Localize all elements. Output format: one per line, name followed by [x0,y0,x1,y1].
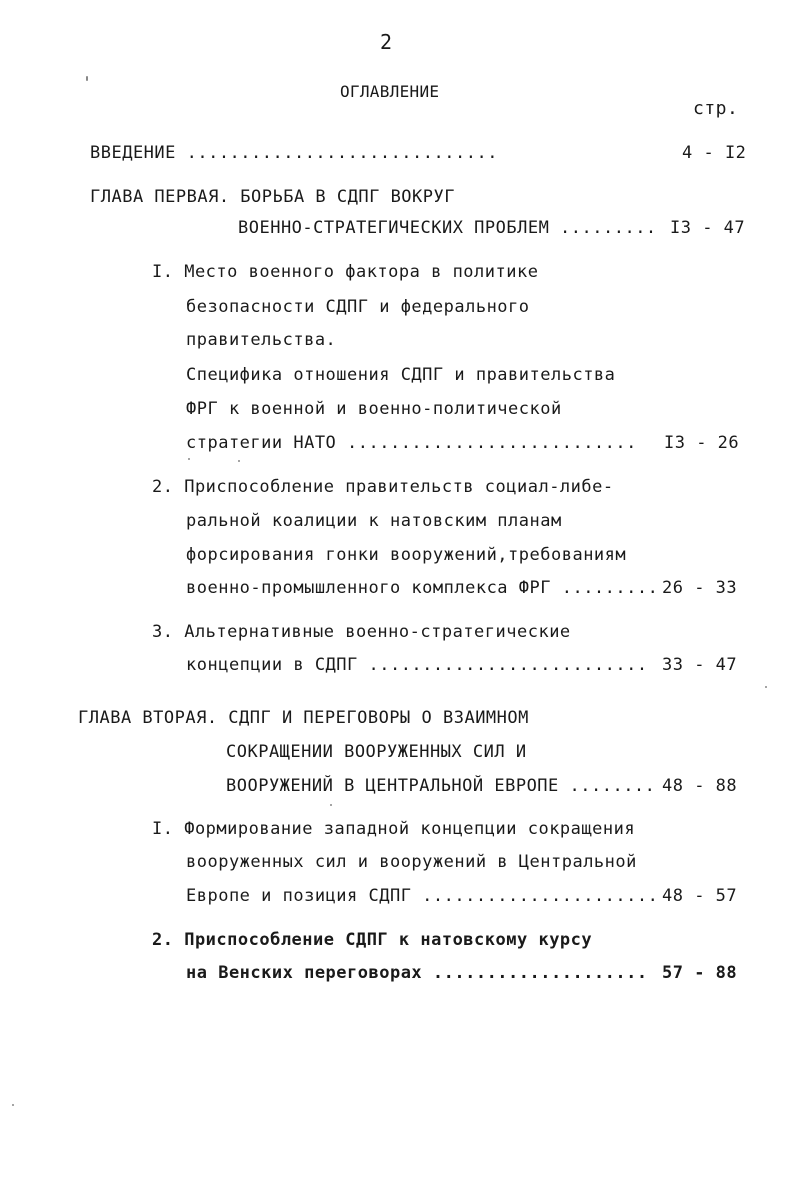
toc-pages-chapter-1: I3 - 47 [670,218,746,238]
toc-section-1-1-line-2: безопасности СДПГ и федерального [186,297,530,317]
toc-chapter-1-line-1: ГЛАВА ПЕРВАЯ. БОРЬБА В СДПГ ВОКРУГ [90,187,455,207]
toc-section-1-2-line-1: 2. Приспособление правительств социал-либе- [152,477,614,497]
toc-pages-intro: 4 - I2 [682,143,747,163]
toc-pages-section-2-2: 57 - 88 [662,963,738,983]
toc-section-2-2-line-2: на Венских переговорах .................... [186,963,648,983]
toc-section-1-1-line-6: стратегии НАТО ........................... [186,433,637,453]
pages-column-header: стр. [693,98,739,119]
scan-speck [12,1104,14,1106]
toc-section-1-1-line-5: ФРГ к военной и военно-политической [186,399,562,419]
toc-pages-section-2-1: 48 - 57 [662,886,738,906]
scan-speck [330,804,332,806]
toc-section-2-1-line-2: вооруженных сил и вооружений в Центральной [186,852,637,872]
scan-speck [765,686,767,688]
toc-section-1-2-line-2: ральной коалиции к натовским планам [186,511,562,531]
toc-section-2-2-line-1: 2. Приспособление СДПГ к натовскому курсу [152,930,593,950]
toc-entry-intro: ВВЕДЕНИЕ ............................. [90,143,498,163]
toc-chapter-2-line-3: ВООРУЖЕНИЙ В ЦЕНТРАЛЬНОЙ ЕВРОПЕ ........ [226,776,656,796]
toc-chapter-1-line-2: ВОЕННО-СТРАТЕГИЧЕСКИХ ПРОБЛЕМ ......... [238,218,657,238]
toc-section-1-2-line-3: форсирования гонки вооружений,требованиям [186,545,627,565]
scan-speck [188,458,190,460]
page-number: 2 [380,30,393,54]
toc-section-1-2-line-4: военно-промышленного комплекса ФРГ ......... [186,578,659,598]
toc-section-1-3-line-1: 3. Альтернативные военно-стратегические [152,622,571,642]
toc-title: ОГЛАВЛЕНИЕ [340,82,440,101]
toc-pages-section-1-3: 33 - 47 [662,655,738,675]
toc-pages-section-1-2: 26 - 33 [662,578,738,598]
toc-pages-chapter-2: 48 - 88 [662,776,738,796]
toc-section-1-1-line-3: правительства. [186,330,337,350]
toc-section-2-1-line-1: I. Формирование западной концепции сокращения [152,819,636,839]
scan-speck [238,460,240,462]
toc-section-1-3-line-2: концепции в СДПГ .......................... [186,655,648,675]
toc-chapter-2-line-2: СОКРАЩЕНИИ ВООРУЖЕННЫХ СИЛ И [226,742,527,762]
toc-section-1-1-line-4: Специфика отношения СДПГ и правительства [186,365,616,385]
scan-speck [86,76,88,81]
toc-section-1-1-line-1: I. Место военного фактора в политике [152,262,539,282]
toc-section-2-1-line-3: Европе и позиция СДПГ ...................... [186,886,659,906]
toc-chapter-2-line-1: ГЛАВА ВТОРАЯ. СДПГ И ПЕРЕГОВОРЫ О ВЗАИМНОМ [78,708,529,728]
toc-pages-section-1-1: I3 - 26 [664,433,740,453]
